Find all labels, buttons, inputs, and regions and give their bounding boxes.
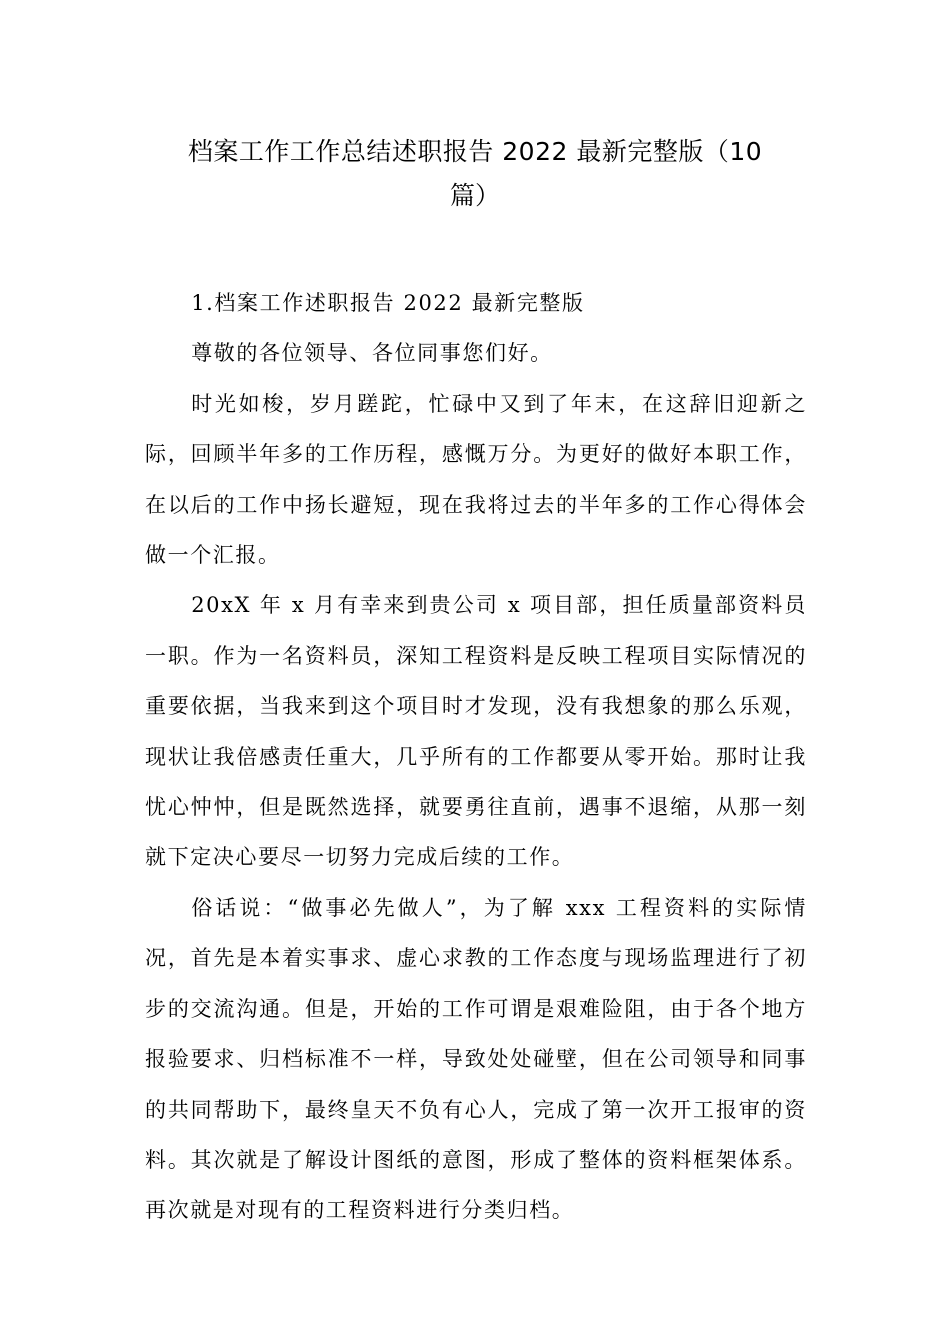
document-title-continuation: 篇） [449, 181, 500, 210]
paragraph: 20xX 年 x 月有幸来到贵公司 x 项目部，担任质量部资料员一职。作为一名资料员，深知工程资料是反映工程项目实际情况的重要依据，当我来到这个项目时才发现，没有我想象的那么乐观，现状让我倍感责任重大，几乎所有的工作都要从零开始。那时让我忧心忡忡，但是既然选择，就要勇往直前，遇事不退缩，从那一刻就下定决心要尽一切努力完成后续的工作。 [145, 593, 807, 870]
greeting: 尊敬的各位领导、各位同事您们好。 [191, 341, 553, 366]
section-heading: 1.档案工作述职报告 2022 最新完整版 [191, 291, 585, 315]
paragraph: 俗话说：“做事必先做人”，为了解 xxx 工程资料的实际情况，首先是本着实事求、虚心求教的工作态度与现场监理进行了初步的交流沟通。但是，开始的工作可谓是艰难险阻，由于各个地方报验要求、归档标准不一样，导致处处碰壁，但在公司领导和同事的共同帮助下，最终皇天不负有心人，完成了第一次开工报审的资料。其次就是了解设计图纸的意图，形成了整体的资料框架体系。再次就是对现有的工程资料进行分类归档。 [145, 895, 807, 1223]
document-body [145, 278, 807, 1236]
document-title: 档案工作工作总结述职报告 2022 最新完整版（10 [187, 137, 763, 166]
paragraph: 时光如梭，岁月蹉跎，忙碌中又到了年末，在这辞旧迎新之际，回顾半年多的工作历程，感慨万分。为更好的做好本职工作，在以后的工作中扬长避短，现在我将过去的半年多的工作心得体会做一个汇报。 [145, 391, 807, 568]
